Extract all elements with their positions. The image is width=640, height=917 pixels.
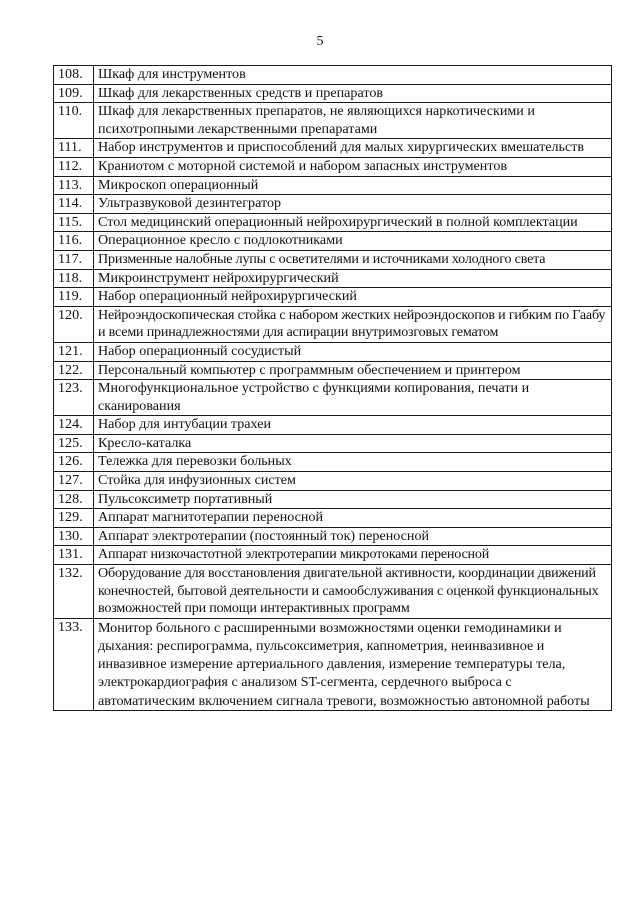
table-row: [54, 195, 612, 214]
row-item: Аппарат низкочастотной электротерапии микротоками переносной: [94, 546, 612, 565]
row-number: 109.: [54, 84, 94, 103]
row-number: 110.: [54, 103, 94, 139]
table-row: [54, 306, 612, 342]
table-row: [54, 250, 612, 269]
table-row: [54, 288, 612, 307]
row-item: Краниотом с моторной системой и набором запасных инструментов: [94, 157, 612, 176]
row-item: Ультразвуковой дезинтегратор: [94, 195, 612, 214]
table-row: [54, 565, 612, 619]
row-item: Операционное кресло с подлокотниками: [94, 232, 612, 251]
row-number: 118.: [54, 269, 94, 288]
row-number: 121.: [54, 342, 94, 361]
row-item: Микроинструмент нейрохирургический: [94, 269, 612, 288]
table-row: [54, 453, 612, 472]
row-item: Пульсоксиметр портативный: [94, 490, 612, 509]
table-row: [54, 66, 612, 85]
row-item: Стойка для инфузионных систем: [94, 472, 612, 491]
row-number: 130.: [54, 527, 94, 546]
row-item: Нейроэндоскопическая стойка с набором жестких нейроэндоскопов и гибким по Гаабу и всеми принадлежностями для аспирации внутримозговых гематом: [94, 306, 612, 342]
row-item: Персональный компьютер с программным обеспечением и принтером: [94, 361, 612, 380]
row-number: 119.: [54, 288, 94, 307]
row-number: 116.: [54, 232, 94, 251]
row-number: 133.: [54, 618, 94, 710]
table-row: [54, 269, 612, 288]
table-row: [54, 618, 612, 710]
row-item: Многофункциональное устройство с функциями копирования, печати и сканирования: [94, 380, 612, 416]
row-item: Микроскоп операционный: [94, 176, 612, 195]
row-item: Монитор больного с расширенными возможностями оценки гемодинамики и дыхания: респирограмма, пульсоксиметрия, капнометрия, неинвазивное и инвазивное измерение артериального давления, измерение температуры тела, электрокардиография с анализом ST-сегмента, сердечного выброса с автоматическим включением сигнала тревоги, возможностью автономной работы: [94, 618, 612, 710]
table-row: [54, 527, 612, 546]
row-item: Набор инструментов и приспособлений для малых хирургических вмешательств: [94, 139, 612, 158]
row-item: Набор операционный сосудистый: [94, 342, 612, 361]
row-number: 125.: [54, 434, 94, 453]
row-number: 128.: [54, 490, 94, 509]
table-row: [54, 490, 612, 509]
row-item: Шкаф для инструментов: [94, 66, 612, 85]
table-row: [54, 342, 612, 361]
row-number: 123.: [54, 380, 94, 416]
table-row: [54, 103, 612, 139]
equipment-table: [53, 65, 612, 711]
table-row: [54, 157, 612, 176]
page-number: 5: [316, 34, 324, 49]
row-item: Кресло-каталка: [94, 434, 612, 453]
table-row: [54, 434, 612, 453]
row-item: Стол медицинский операционный нейрохирургический в полной комплектации: [94, 213, 612, 232]
table-row: [54, 416, 612, 435]
row-number: 122.: [54, 361, 94, 380]
row-number: 129.: [54, 509, 94, 528]
table-row: [54, 213, 612, 232]
row-number: 120.: [54, 306, 94, 342]
row-item: Набор операционный нейрохирургический: [94, 288, 612, 307]
row-item: Аппарат электротерапии (постоянный ток) переносной: [94, 527, 612, 546]
row-item: Призменные налобные лупы с осветителями и источниками холодного света: [94, 250, 612, 269]
row-number: 117.: [54, 250, 94, 269]
row-number: 114.: [54, 195, 94, 214]
row-number: 132.: [54, 565, 94, 619]
table-row: [54, 232, 612, 251]
row-item: Оборудование для восстановления двигательной активности, координации движений конечностей, бытовой деятельности и самообслуживания с оценкой функциональных возможностей при помощи интерактивных программ: [94, 565, 612, 619]
row-number: 124.: [54, 416, 94, 435]
table-row: [54, 380, 612, 416]
row-item: Тележка для перевозки больных: [94, 453, 612, 472]
row-number: 126.: [54, 453, 94, 472]
row-number: 108.: [54, 66, 94, 85]
table-row: [54, 509, 612, 528]
row-number: 111.: [54, 139, 94, 158]
row-item: Шкаф для лекарственных препаратов, не являющихся наркотическими и психотропными лекарственными препаратами: [94, 103, 612, 139]
row-number: 113.: [54, 176, 94, 195]
table-row: [54, 176, 612, 195]
row-item: Набор для интубации трахеи: [94, 416, 612, 435]
row-item: Аппарат магнитотерапии переносной: [94, 509, 612, 528]
table-row: [54, 84, 612, 103]
row-number: 131.: [54, 546, 94, 565]
row-number: 112.: [54, 157, 94, 176]
row-item: Шкаф для лекарственных средств и препаратов: [94, 84, 612, 103]
row-number: 127.: [54, 472, 94, 491]
table-row: [54, 546, 612, 565]
table-row: [54, 139, 612, 158]
table-row: [54, 472, 612, 491]
table-row: [54, 361, 612, 380]
row-number: 115.: [54, 213, 94, 232]
